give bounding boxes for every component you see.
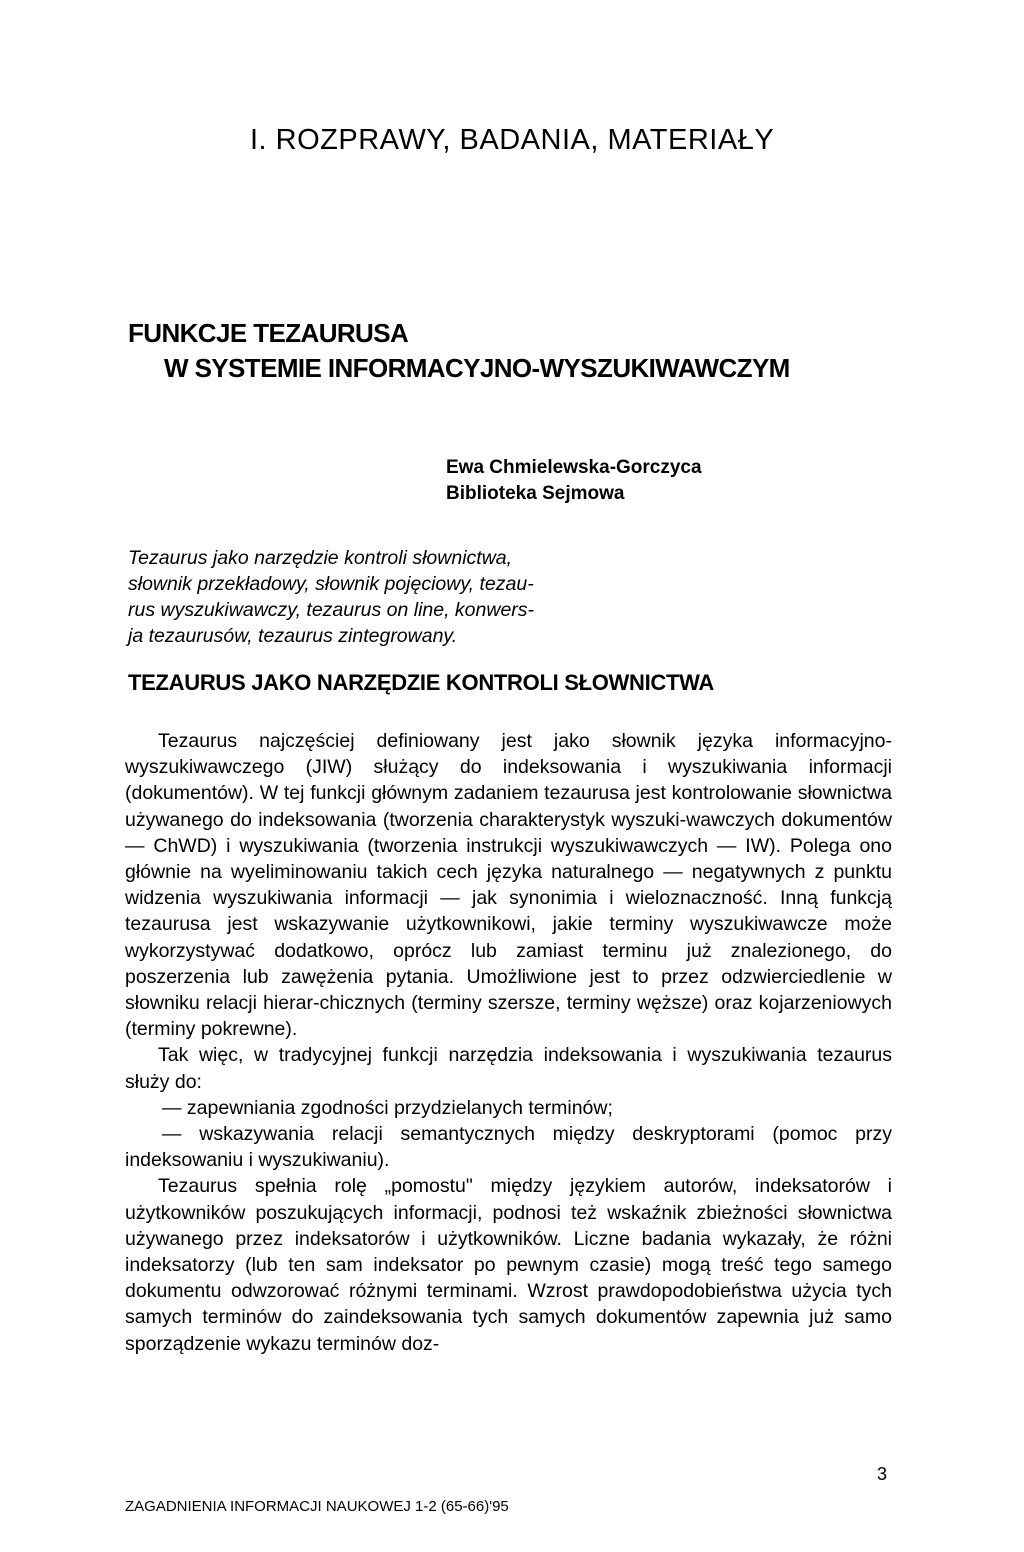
abstract-line: rus wyszukiwawczy, tezaurus on line, konwers- [128, 599, 535, 621]
author-name: Ewa Chmielewska-Gorczyca [446, 457, 702, 478]
paragraph: Tak więc, w tradycyjnej funkcji narzędzia indeksowania i wyszukiwania tezaurus służy do: [125, 1044, 892, 1093]
author-block [446, 455, 702, 507]
abstract-line: słownik przekładowy, słownik pojęciowy, tezau- [128, 573, 534, 595]
chapter-heading: TEZAURUS JAKO NARZĘDZIE KONTROLI SŁOWNICTWA [128, 670, 714, 695]
paragraph: Tezaurus spełnia rolę „pomostu" między językiem autorów, indeksatorów i użytkowników poszukujących informacji, podnosi też wskaźnik zbieżności słownictwa używanego przez indeksatorów i użytkowników. Liczne badania wykazały, że różni indeksatorzy (lub ten sam indeksator po pewnym czasie) mogą treść tego samego dokumentu odwzorować różnymi terminami. Wzrost prawdopodobieństwa użycia tych samych terminów do zaindeksowania tych samych dokumentów zapewnia już samo sporządzenie wykazu terminów doz- [125, 1175, 892, 1355]
list-item: — wskazywania relacji semantycznych między deskryptorami (pomoc przy indeksowaniu i wyszukiwaniu). [125, 1123, 892, 1172]
article-title-line-1: FUNKCJE TEZAURUSA [128, 318, 409, 348]
journal-footer: ZAGADNIENIA INFORMACJI NAUKOWEJ 1-2 (65-66)'95 [125, 1498, 509, 1515]
section-heading: I. ROZPRAWY, BADANIA, MATERIAŁY [250, 124, 775, 156]
list-item: — zapewniania zgodności przydzielanych terminów; [162, 1096, 613, 1119]
author-affiliation: Biblioteka Sejmowa [446, 483, 625, 504]
abstract-line: Tezaurus jako narzędzie kontroli słownictwa, [128, 547, 513, 569]
abstract-line: ja tezaurusów, tezaurus zintegrowany. [128, 625, 458, 647]
paragraph: Tezaurus najczęściej definiowany jest jako słownik języka informacyjno-wyszukiwawczego (JIW) służący do indeksowania i wyszukiwania informacji (dokumentów). W tej funkcji głównym zadaniem tezaurusa jest kontrolowanie słownictwa używanego do indeksowania (tworzenia charakterystyk wyszuki-wawczych dokumentów — ChWD) i wyszukiwania (tworzenia instrukcji wyszukiwawczych — IW). Polega ono głównie na wyeliminowaniu takich cech języka naturalnego — negatywnych z punktu widzenia wyszukiwania informacji — jak synonimia i wieloznaczność. Inną funkcją tezaurusa jest wskazywanie użytkownikowi, jakie terminy wyszukiwawcze może wykorzystywać dodatkowo, oprócz lub zamiast terminu już znalezionego, do poszerzenia lub zawężenia pytania. Umożliwione jest to przez odzwierciedlenie w słowniku relacji hierar-chicznych (terminy szersze, terminy węższe) oraz kojarzeniowych (terminy pokrewne). [125, 730, 892, 1041]
abstract-keywords [128, 545, 598, 649]
body-text [125, 728, 892, 1357]
article-title-line-2: W SYSTEMIE INFORMACYJNO-WYSZUKIWAWCZYM [164, 353, 790, 383]
page-number: 3 [877, 1464, 888, 1484]
article-title [128, 316, 790, 386]
